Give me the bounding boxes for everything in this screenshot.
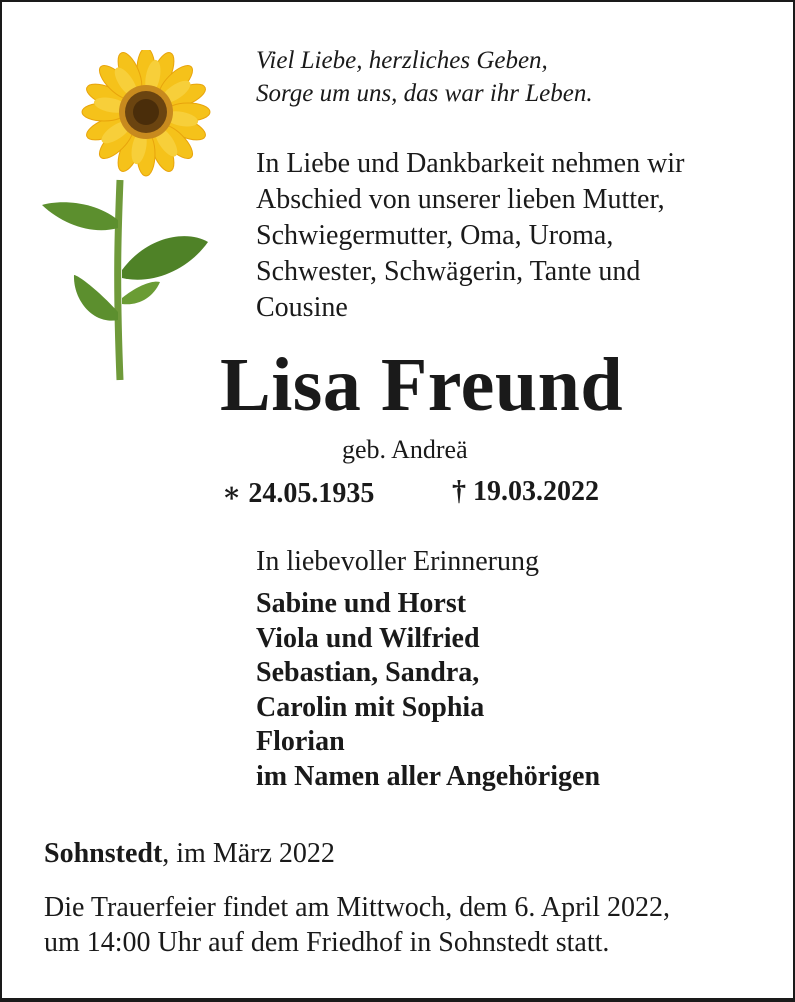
intro-text	[256, 146, 684, 326]
family-member: im Namen aller Angehörigen	[256, 760, 601, 792]
intro-line: Abschied von unserer lieben Mutter,	[256, 184, 665, 215]
sunflower-image	[38, 50, 213, 385]
family-member: Carolin mit Sophia	[256, 691, 485, 723]
deceased-name: Lisa Freund	[220, 343, 624, 427]
death-date-value: 19.03.2022	[473, 476, 599, 507]
birth-star-icon: ∗	[222, 478, 242, 509]
funeral-line: Die Trauerfeier findet am Mittwoch, dem 6. April 2022,	[44, 892, 670, 923]
sunflower-stem	[118, 180, 120, 380]
place-town: Sohnstedt	[44, 838, 163, 869]
memorial-quote	[256, 44, 593, 110]
quote-line: Sorge um uns, das war ihr Leben.	[256, 80, 593, 107]
death-cross-icon: †	[452, 476, 466, 507]
family-member: Sabine und Horst	[256, 588, 467, 619]
sunflower-head	[82, 50, 210, 176]
family-member: Sebastian, Sandra,	[256, 657, 480, 688]
place-date-text: , im März 2022	[162, 838, 335, 869]
family-member: Viola und Wilfried	[256, 622, 480, 654]
funeral-info	[44, 890, 670, 960]
family-member: Florian	[256, 726, 345, 757]
birth-date	[222, 476, 374, 510]
maiden-name: geb. Andreä	[342, 435, 468, 464]
funeral-line: um 14:00 Uhr auf dem Friedhof in Sohnstedt statt.	[44, 927, 610, 958]
memory-line: In liebevoller Erinnerung	[256, 546, 540, 577]
death-date	[452, 476, 599, 508]
family-list	[256, 587, 600, 794]
sunflower-leaf	[42, 202, 208, 320]
quote-line: Viel Liebe, herzliches Geben,	[256, 47, 548, 74]
intro-line: Cousine	[256, 292, 348, 323]
intro-line: Schwiegermutter, Oma, Uroma,	[256, 220, 614, 251]
place-date	[44, 838, 335, 870]
intro-line: Schwester, Schwägerin, Tante und	[256, 256, 641, 287]
intro-line: In Liebe und Dankbarkeit nehmen wir	[256, 148, 685, 179]
birth-date-value: 24.05.1935	[248, 478, 375, 509]
